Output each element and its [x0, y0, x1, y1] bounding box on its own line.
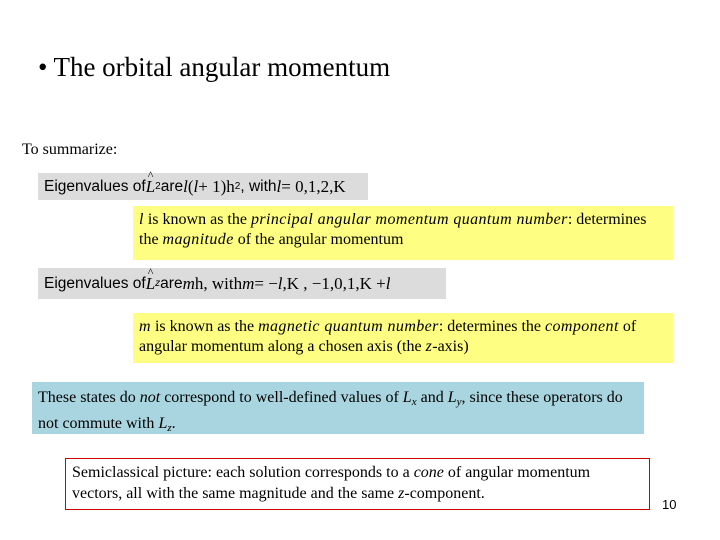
- semiclassical-picture-note: Semiclassical picture: each solution corresponds to a cone of angular momentum vectors, all with the same magnitude and the same z-component.: [65, 458, 650, 510]
- title-bullet: •: [38, 52, 48, 82]
- formula-L-squared: Eigenvalues of ^ L 2 are l ( l + 1)h 2 , with l = 0,1,2,K: [38, 173, 368, 200]
- operator-Lz-hat: ^ L: [146, 274, 155, 294]
- principal-quantum-number-note: l is known as the principal angular momentum quantum number: determines the magnitude of the angular momentum: [133, 206, 673, 260]
- summary-label: To summarize:: [22, 141, 118, 158]
- commutation-note: These states do not correspond to well-defined values of Lx and Ly, since these operators do not commute with Lz.: [32, 382, 644, 434]
- operator-L-hat: ^ L: [146, 177, 155, 197]
- slide-title: [38, 52, 390, 83]
- title-text: The orbital angular momentum: [53, 52, 391, 82]
- page-number: 10: [662, 497, 677, 512]
- formula-L-z: Eigenvalues of ^ L z are m h, with m = − l ,K , −1,0,1,K + l: [38, 268, 446, 299]
- magnetic-quantum-number-note: m is known as the magnetic quantum number: determines the component of angular momentum along a chosen axis (the z-axis): [133, 313, 673, 363]
